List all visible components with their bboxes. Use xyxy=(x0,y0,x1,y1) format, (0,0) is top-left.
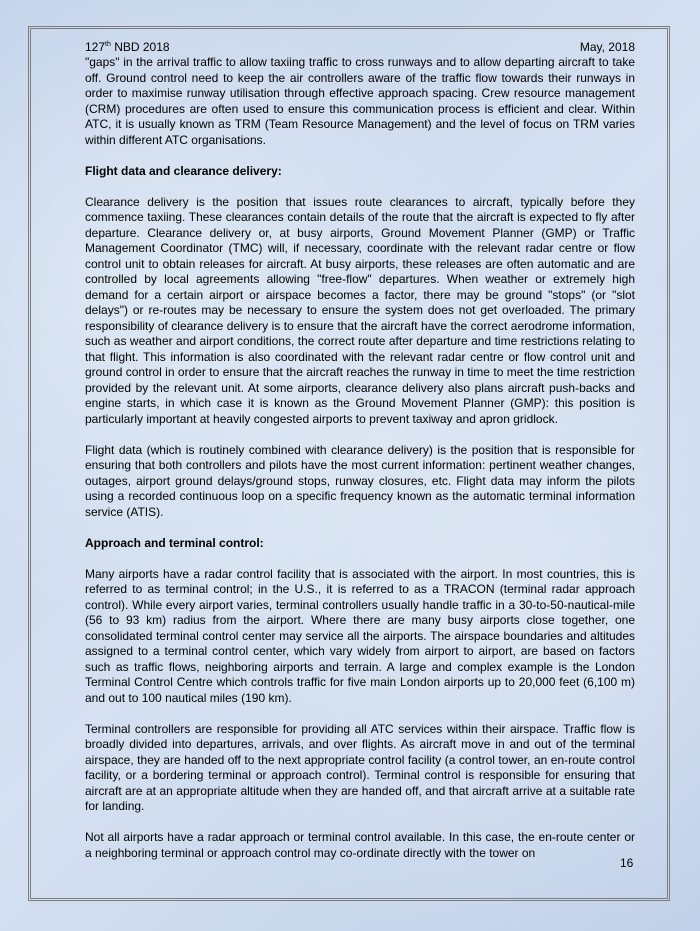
header-conference: 127th NBD 2018 xyxy=(85,40,170,54)
paragraph-gaps: "gaps" in the arrival traffic to allow taxiing traffic to cross runways and to allow departing aircraft to take off. Ground control need to keep the air controllers aware of the traffic flow towards their runways in order to maximise runway utilisation through effective approach spacing. Crew resource management (CRM) procedures are often used to ensure this communication process is efficient and clear. Within ATC, it is usually known as TRM (Team Resource Management) and the level of focus on TRM varies within different ATC organisations. xyxy=(85,55,635,147)
document-body xyxy=(85,40,635,877)
paragraph-terminal-controllers: Terminal controllers are responsible for providing all ATC services within their airspace. Traffic flow is broadly divided into departures, arrivals, and over flights. As aircraft move in and out of the terminal airspace, they are handed off to the next appropriate control facility (a control tower, an en-route control facility, or a bordering terminal or approach control). Terminal control is responsible for ensuring that aircraft are at an appropriate altitude when they are handed off, and that aircraft arrive at a suitable rate for landing. xyxy=(85,721,635,813)
header-date: May, 2018 xyxy=(579,40,635,54)
page-number: 16 xyxy=(620,856,634,870)
running-header xyxy=(85,40,635,55)
paragraph-not-all-airports: Not all airports have a radar approach or terminal control available. In this case, the en-route center or a neighboring terminal or approach control may co-ordinate directly with the tower on xyxy=(85,830,635,860)
paragraph-flight-data: Flight data (which is routinely combined with clearance delivery) is the position that is responsible for ensuring that both controllers and pilots have the most current information: pertinent weather changes, outages, airport ground delays/ground stops, runway closures, etc. Flight data may inform the pilots using a recorded continuous loop on a specific frequency known as the automatic terminal information service (ATIS). xyxy=(85,442,635,519)
paragraph-clearance-delivery: Clearance delivery is the position that issues route clearances to aircraft, typically before they commence taxiing. These clearances contain details of the route that the aircraft is expected to fly after departure. Clearance delivery or, at busy airports, Ground Movement Planner (GMP) or Traffic Management Coordinator (TMC) will, if necessary, coordinate with the relevant radar centre or flow control unit to obtain releases for aircraft. At busy airports, these releases are often automatic and are controlled by local agreements allowing "free-flow" departures. When weather or extremely high demand for a certain airport or airspace becomes a factor, there may be ground "stops" (or "slot delays") or re-routes may be necessary to ensure the system does not get overloaded. The primary responsibility of clearance delivery is to ensure that the aircraft have the correct aerodrome information, such as weather and airport conditions, the correct route after departure and time restrictions relating to that flight. This information is also coordinated with the relevant radar centre or flow control unit and ground control in order to ensure that the aircraft reaches the runway in time to meet the time restriction provided by the relevant unit. At some airports, clearance delivery also plans aircraft push-backs and engine starts, in which case it is known as the Ground Movement Planner (GMP): this position is particularly important at heavily congested airports to prevent taxiway and apron gridlock. xyxy=(85,194,635,426)
heading-flight-data: Flight data and clearance delivery: xyxy=(85,163,282,178)
paragraph-radar-facility: Many airports have a radar control facility that is associated with the airport. In most countries, this is referred to as terminal control; in the U.S., it is referred to as a TRACON (terminal radar approach control). While every airport varies, terminal controllers usually handle traffic in a 30-to-50-nautical-mile (56 to 93 km) radius from the airport. Where there are many busy airports close together, one consolidated terminal control center may service all the airports. The airspace boundaries and altitudes assigned to a terminal control center, which vary widely from airport to airport, are based on factors such as traffic flows, neighboring airports and terrain. A large and complex example is the London Terminal Control Centre which controls traffic for five main London airports up to 20,000 feet (6,100 m) and out to 100 nautical miles (190 km). xyxy=(85,566,635,705)
heading-approach-terminal: Approach and terminal control: xyxy=(85,535,264,550)
